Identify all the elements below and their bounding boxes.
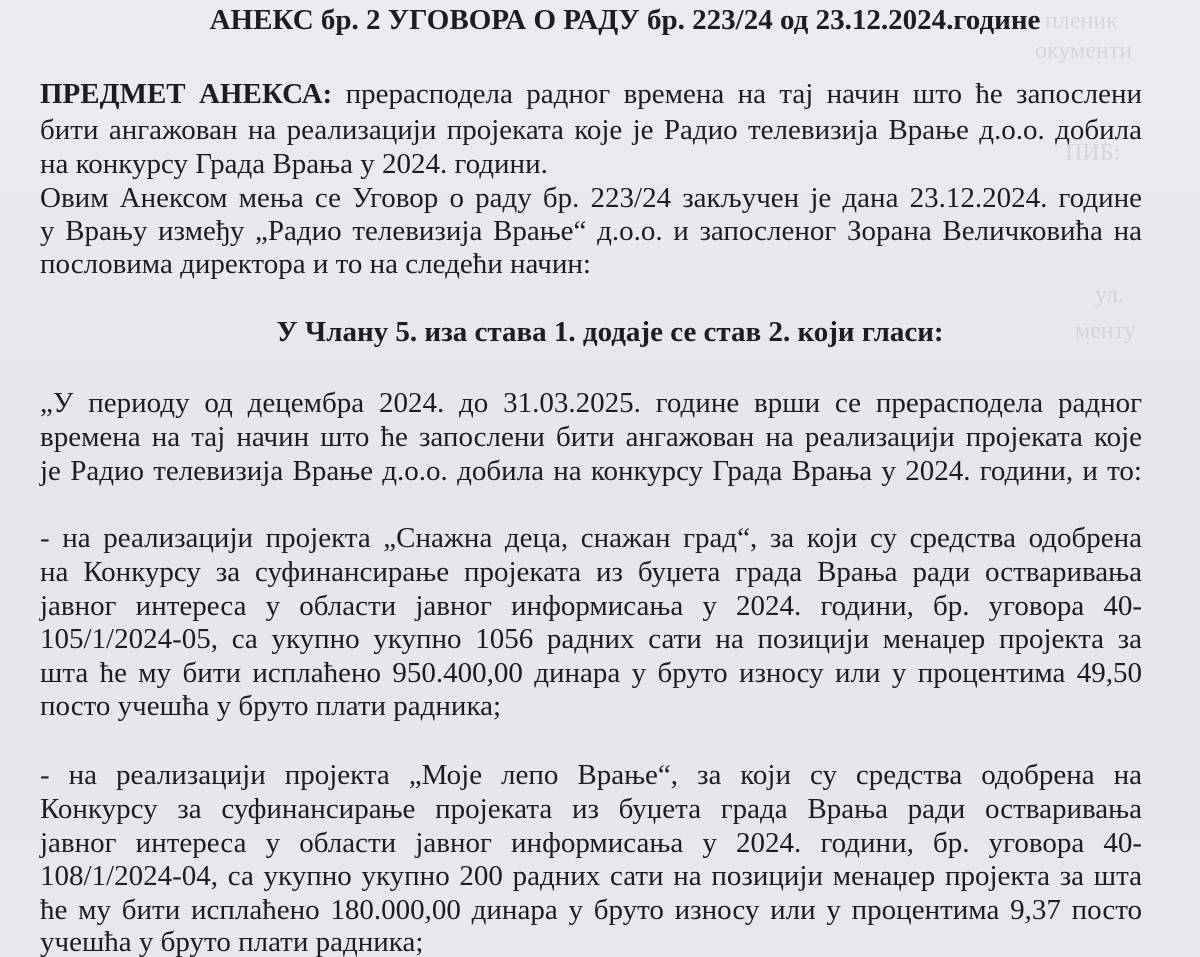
article-heading: У Члану 5. иза става 1. додаје се став 2. који гласи:	[276, 316, 944, 348]
subject-text: прерасподела радног времена на тај начин што ће запослени	[345, 78, 1142, 110]
item2-line-6: учешћа у бруто плати радника;	[40, 926, 424, 957]
item2-line-5: ће му бити исплаћено 180.000,00 динара у бруто износу или у процентима 9,37 посто	[40, 894, 1142, 926]
bleed-through-text: пленик	[1045, 8, 1118, 34]
bleed-through-text: окументи	[1035, 38, 1133, 64]
document-title: АНЕКС бр. 2 УГОВОРА О РАДУ бр. 223/24 од 23.12.2024.године	[209, 4, 1041, 36]
item2-line-2: Конкурсу за суфинансирање пројеката из буџета града Врања ради остваривања	[40, 793, 1142, 825]
item2-line-4: 108/1/2024-04, са укупно укупно 200 радних сати на позицији менаџер пројекта за шта	[40, 860, 1142, 892]
intro-line-3: пословима директора и то на следећи начин:	[40, 248, 591, 280]
para1-line-3: је Радио телевизија Врање д.о.о. добила на конкурсу Града Врања у 2024. години, и то:	[40, 455, 1142, 487]
subject-label: ПРЕДМЕТ АНЕКСА:	[40, 78, 333, 110]
item2-line-3: јавног интереса у области јавног информисања у 2024. години, бр. уговора 40-	[40, 827, 1142, 859]
item2-line-1: - на реализацији пројекта „Моје лепо Врање“, за који су средства одобрена на	[40, 759, 1142, 791]
item1-line-2: на Конкурсу за суфинансирање пројеката из буџета града Врања ради остваривања	[40, 556, 1142, 588]
intro-line-1: Овим Анексом мења се Уговор о раду бр. 223/24 закључен је дана 23.12.2024. године	[40, 182, 1142, 214]
item1-line-6: посто учешћа у бруто плати радника;	[40, 690, 502, 722]
para1-line-2: времена на тај начин што ће запослени бити ангажован на реализацији пројеката које	[40, 421, 1142, 453]
intro-line-2: у Врању између „Радио телевизија Врање“ д.о.о. и запосленог Зорана Величковића на	[40, 215, 1142, 247]
bleed-through-text: ПИБ:	[1065, 140, 1121, 166]
subject-line-2: бити ангажован на реализацији пројеката које је Радио телевизија Врање д.о.о. добила	[40, 114, 1142, 146]
item1-line-5: шта ће му бити исплаћено 950.400,00 динара у бруто износу или у процентима 49,50	[40, 657, 1142, 689]
para1-line-1: „У периоду од децембра 2024. до 31.03.2025. године врши се прерасподела радног	[40, 387, 1142, 419]
bleed-through-text: ул.	[1095, 282, 1124, 308]
subject-line-1	[40, 78, 1142, 110]
item1-line-1: - на реализацији пројекта „Снажна деца, снажан град“, за који су средства одобрена	[40, 522, 1142, 554]
item1-line-4: 105/1/2024-05, са укупно укупно 1056 радних сати на позицији менаџер пројекта за	[40, 623, 1142, 655]
bleed-through-text: менту	[1075, 318, 1136, 344]
subject-line-3: на конкурсу Града Врања у 2024. години.	[40, 148, 548, 180]
item1-line-3: јавног интереса у области јавног информисања у 2024. години, бр. уговора 40-	[40, 590, 1142, 622]
